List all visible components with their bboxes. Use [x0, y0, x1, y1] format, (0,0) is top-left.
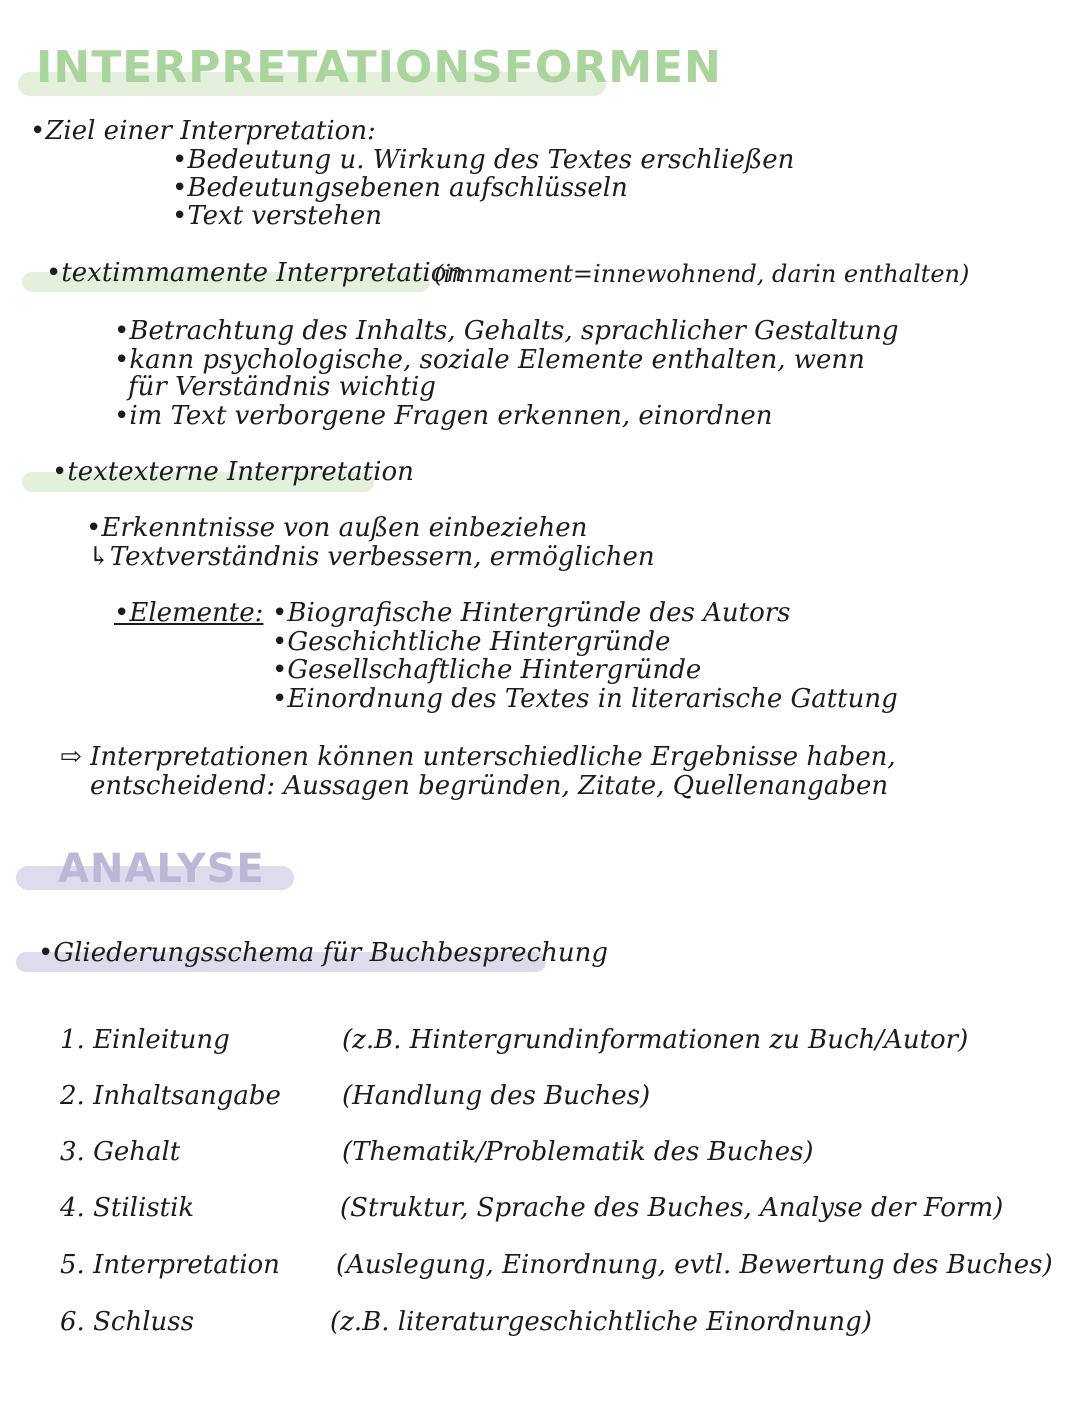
textimmanent-item-3: für Verständnis wichtig: [128, 372, 436, 402]
conclusion-line-2: entscheidend: Aussagen begründen, Zitate, Quellenangaben: [90, 771, 889, 801]
textimmanent-heading: •textimmamente Interpretation: [46, 258, 464, 288]
gliederung-heading: •Gliederungsschema für Buchbesprechung: [38, 938, 609, 968]
outline-desc-1: (z.B. Hintergrundinformationen zu Buch/Autor): [342, 1025, 969, 1055]
outline-label-6: 6. Schluss: [60, 1307, 194, 1337]
textimmanent-item-4: •im Text verborgene Fragen erkennen, einordnen: [114, 401, 773, 431]
element-item-1: •Biografische Hintergründe des Autors: [272, 598, 791, 628]
ziel-item-1: •Bedeutung u. Wirkung des Textes erschließen: [172, 145, 795, 175]
textextern-heading: •textexterne Interpretation: [52, 457, 414, 487]
textimmanent-note: (immament=innewohnend, darin enthalten): [434, 260, 970, 288]
textimmanent-item-2: •kann psychologische, soziale Elemente enthalten, wenn: [114, 345, 865, 375]
element-item-3: •Gesellschaftliche Hintergründe: [272, 655, 702, 685]
outline-desc-5: (Auslegung, Einordnung, evtl. Bewertung des Buches): [336, 1250, 1053, 1280]
textextern-item-2: ↳Textverständnis verbessern, ermöglichen: [88, 542, 655, 572]
outline-desc-2: (Handlung des Buches): [342, 1081, 651, 1111]
outline-label-1: 1. Einleitung: [60, 1025, 230, 1055]
outline-desc-6: (z.B. literaturgeschichtliche Einordnung): [330, 1307, 872, 1337]
ziel-item-2: •Bedeutungsebenen aufschlüsseln: [172, 173, 628, 203]
ziel-heading: •Ziel einer Interpretation:: [30, 116, 376, 146]
element-item-4: •Einordnung des Textes in literarische Gattung: [272, 684, 898, 714]
textimmanent-item-1: •Betrachtung des Inhalts, Gehalts, sprachlicher Gestaltung: [114, 316, 899, 346]
textextern-item-1: •Erkenntnisse von außen einbeziehen: [86, 513, 588, 543]
page-title: INTERPRETATIONSFORMEN: [36, 42, 722, 93]
element-item-2: •Geschichtliche Hintergründe: [272, 627, 671, 657]
outline-label-3: 3. Gehalt: [60, 1137, 181, 1167]
outline-desc-4: (Struktur, Sprache des Buches, Analyse der Form): [340, 1193, 1004, 1223]
outline-desc-3: (Thematik/Problematik des Buches): [342, 1137, 814, 1167]
outline-label-5: 5. Interpretation: [60, 1250, 280, 1280]
conclusion-line-1: ⇨ Interpretationen können unterschiedliche Ergebnisse haben,: [60, 742, 896, 772]
elements-label: •Elemente:: [114, 598, 264, 628]
ziel-item-3: •Text verstehen: [172, 201, 382, 231]
analyse-title: ANALYSE: [58, 846, 265, 892]
outline-label-4: 4. Stilistik: [60, 1193, 195, 1223]
outline-label-2: 2. Inhaltsangabe: [60, 1081, 281, 1111]
